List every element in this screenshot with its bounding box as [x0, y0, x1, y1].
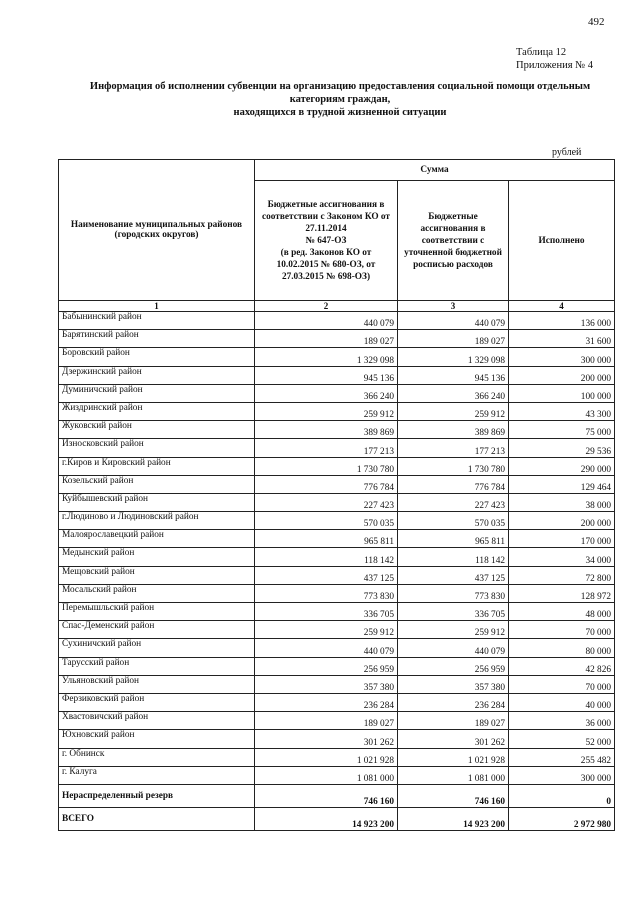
- planned-amount: 773 830: [255, 584, 398, 602]
- planned-amount: 14 923 200: [255, 807, 398, 830]
- executed-amount: 129 464: [509, 475, 615, 493]
- refined-amount: 945 136: [398, 366, 509, 384]
- district-name: г. Обнинск: [59, 748, 255, 766]
- district-name: Дзержинский район: [59, 366, 255, 384]
- executed-amount: 42 826: [509, 657, 615, 675]
- planned-amount: 1 081 000: [255, 766, 398, 784]
- table-row: [59, 475, 615, 493]
- district-name: ВСЕГО: [59, 807, 255, 830]
- table-row: [59, 748, 615, 766]
- executed-amount: 200 000: [509, 366, 615, 384]
- planned-amount: 437 125: [255, 566, 398, 584]
- header-col3-line: ассигнования в: [420, 223, 486, 234]
- refined-amount: 965 811: [398, 530, 509, 548]
- executed-amount: 29 536: [509, 439, 615, 457]
- table-body: [59, 312, 615, 831]
- header-col3-line: Бюджетные: [428, 211, 478, 222]
- district-name: Жиздринский район: [59, 402, 255, 420]
- table-row: [59, 439, 615, 457]
- refined-amount: 14 923 200: [398, 807, 509, 830]
- planned-amount: 336 705: [255, 603, 398, 621]
- planned-amount: 965 811: [255, 530, 398, 548]
- planned-amount: 570 035: [255, 512, 398, 530]
- page-number: 492: [588, 16, 605, 28]
- refined-amount: 259 912: [398, 402, 509, 420]
- header-sum-group: Сумма: [255, 160, 615, 181]
- planned-amount: 189 027: [255, 712, 398, 730]
- district-name: Сухиничский район: [59, 639, 255, 657]
- refined-amount: 177 213: [398, 439, 509, 457]
- subvention-table: [58, 159, 615, 831]
- executed-amount: 43 300: [509, 402, 615, 420]
- district-name: Тарусский район: [59, 657, 255, 675]
- executed-amount: 80 000: [509, 639, 615, 657]
- refined-amount: 259 912: [398, 621, 509, 639]
- planned-amount: 746 160: [255, 784, 398, 807]
- executed-amount: 40 000: [509, 693, 615, 711]
- header-col2-line: 27.11.2014: [305, 223, 347, 234]
- planned-amount: 945 136: [255, 366, 398, 384]
- district-name: Перемышльский район: [59, 603, 255, 621]
- header-col2-line: (в ред. Законов КО от: [280, 247, 372, 258]
- executed-amount: 100 000: [509, 384, 615, 402]
- table-row: [59, 512, 615, 530]
- refined-amount: 776 784: [398, 475, 509, 493]
- planned-amount: 1 329 098: [255, 348, 398, 366]
- district-name: Ульяновский район: [59, 675, 255, 693]
- header-col4: Исполнено: [509, 181, 615, 301]
- district-name: Боровский район: [59, 348, 255, 366]
- district-name: Жуковский район: [59, 421, 255, 439]
- planned-amount: 440 079: [255, 639, 398, 657]
- table-row: [59, 330, 615, 348]
- table-row: [59, 584, 615, 602]
- table-row: [59, 657, 615, 675]
- table-row: [59, 312, 615, 330]
- table-row: [59, 675, 615, 693]
- district-name: г.Киров и Кировский район: [59, 457, 255, 475]
- planned-amount: 776 784: [255, 475, 398, 493]
- table-row: [59, 603, 615, 621]
- header-col2-line: Бюджетные ассигнования в соответствии с Законом КО от: [262, 199, 390, 222]
- planned-amount: 259 912: [255, 402, 398, 420]
- table-ref-line1: Таблица 12: [516, 47, 567, 58]
- executed-amount: 31 600: [509, 330, 615, 348]
- planned-amount: 189 027: [255, 330, 398, 348]
- table-row: [59, 766, 615, 784]
- executed-amount: 200 000: [509, 512, 615, 530]
- executed-amount: 170 000: [509, 530, 615, 548]
- header-index-1: 1: [59, 301, 255, 312]
- refined-amount: 227 423: [398, 493, 509, 511]
- executed-amount: 2 972 980: [509, 807, 615, 830]
- refined-amount: 366 240: [398, 384, 509, 402]
- refined-amount: 440 079: [398, 312, 509, 330]
- table-row: [59, 366, 615, 384]
- planned-amount: 118 142: [255, 548, 398, 566]
- table-row: [59, 402, 615, 420]
- header-col3-line: уточненной бюджетной: [404, 247, 502, 258]
- table-row: [59, 730, 615, 748]
- table-row: [59, 530, 615, 548]
- planned-amount: 389 869: [255, 421, 398, 439]
- executed-amount: 290 000: [509, 457, 615, 475]
- district-name: г. Калуга: [59, 766, 255, 784]
- header-index-2: 2: [255, 301, 398, 312]
- header-col3-line: росписью расходов: [413, 259, 493, 270]
- district-name: Спас-Деменский район: [59, 621, 255, 639]
- table-row: [59, 421, 615, 439]
- district-name: Юхновский район: [59, 730, 255, 748]
- table-row: [59, 493, 615, 511]
- executed-amount: 36 000: [509, 712, 615, 730]
- table-ref-line2: Приложения № 4: [516, 60, 594, 71]
- planned-amount: 301 262: [255, 730, 398, 748]
- refined-amount: 1 730 780: [398, 457, 509, 475]
- district-name: Хвастовичский район: [59, 712, 255, 730]
- planned-amount: 177 213: [255, 439, 398, 457]
- district-name: Козельский район: [59, 475, 255, 493]
- planned-amount: 440 079: [255, 312, 398, 330]
- table-row: [59, 384, 615, 402]
- refined-amount: 256 959: [398, 657, 509, 675]
- refined-amount: 773 830: [398, 584, 509, 602]
- executed-amount: 34 000: [509, 548, 615, 566]
- refined-amount: 1 329 098: [398, 348, 509, 366]
- planned-amount: 256 959: [255, 657, 398, 675]
- planned-amount: 1 730 780: [255, 457, 398, 475]
- executed-amount: 75 000: [509, 421, 615, 439]
- planned-amount: 366 240: [255, 384, 398, 402]
- refined-amount: 118 142: [398, 548, 509, 566]
- document-title: [70, 80, 610, 119]
- executed-amount: 52 000: [509, 730, 615, 748]
- planned-amount: 1 021 928: [255, 748, 398, 766]
- refined-amount: 437 125: [398, 566, 509, 584]
- refined-amount: 1 021 928: [398, 748, 509, 766]
- title-line1: Информация об исполнении субвенции на организацию предоставления социальной помощи отдельным категориям граждан,: [89, 81, 591, 105]
- header-index-3: 3: [398, 301, 509, 312]
- planned-amount: 236 284: [255, 693, 398, 711]
- refined-amount: 189 027: [398, 712, 509, 730]
- executed-amount: 48 000: [509, 603, 615, 621]
- district-name: Барятинский район: [59, 330, 255, 348]
- header-col3: [398, 181, 509, 301]
- table-row: [59, 784, 615, 807]
- executed-amount: 0: [509, 784, 615, 807]
- district-name: Мещовский район: [59, 566, 255, 584]
- refined-amount: 236 284: [398, 693, 509, 711]
- table-row: [59, 807, 615, 830]
- executed-amount: 136 000: [509, 312, 615, 330]
- header-col2-line: 27.03.2015 № 698-ОЗ): [281, 271, 371, 282]
- table-row: [59, 457, 615, 475]
- district-name: г.Людиново и Людиновский район: [59, 512, 255, 530]
- planned-amount: 259 912: [255, 621, 398, 639]
- executed-amount: 255 482: [509, 748, 615, 766]
- planned-amount: 357 380: [255, 675, 398, 693]
- district-name: Медынский район: [59, 548, 255, 566]
- table-row: [59, 639, 615, 657]
- header-col2: [255, 181, 398, 301]
- district-name: Нераспределенный резерв: [59, 784, 255, 807]
- refined-amount: 1 081 000: [398, 766, 509, 784]
- header-col2-line: № 647-ОЗ: [305, 235, 347, 246]
- district-name: Ферзиковский район: [59, 693, 255, 711]
- executed-amount: 70 000: [509, 621, 615, 639]
- table-row: [59, 693, 615, 711]
- table-row: [59, 566, 615, 584]
- table-row: [59, 621, 615, 639]
- refined-amount: 336 705: [398, 603, 509, 621]
- refined-amount: 301 262: [398, 730, 509, 748]
- title-line2: находящихся в трудной жизненной ситуации: [233, 107, 447, 118]
- district-name: Думиничский район: [59, 384, 255, 402]
- refined-amount: 440 079: [398, 639, 509, 657]
- executed-amount: 128 972: [509, 584, 615, 602]
- refined-amount: 357 380: [398, 675, 509, 693]
- planned-amount: 227 423: [255, 493, 398, 511]
- district-name: Мосальский район: [59, 584, 255, 602]
- refined-amount: 189 027: [398, 330, 509, 348]
- executed-amount: 38 000: [509, 493, 615, 511]
- district-name: Бабынинский район: [59, 312, 255, 330]
- header-col2-line: 10.02.2015 № 680-ОЗ, от: [276, 259, 376, 270]
- executed-amount: 300 000: [509, 766, 615, 784]
- table-reference: [516, 46, 593, 72]
- units-label: рублей: [552, 147, 582, 158]
- executed-amount: 72 800: [509, 566, 615, 584]
- table-row: [59, 348, 615, 366]
- table-row: [59, 712, 615, 730]
- table-row: [59, 548, 615, 566]
- executed-amount: 300 000: [509, 348, 615, 366]
- header-index-4: 4: [509, 301, 615, 312]
- refined-amount: 389 869: [398, 421, 509, 439]
- refined-amount: 570 035: [398, 512, 509, 530]
- refined-amount: 746 160: [398, 784, 509, 807]
- header-col3-line: соответствии с: [421, 235, 485, 246]
- header-name-column: Наименование муниципальных районов (городских округов): [59, 160, 255, 301]
- district-name: Малоярославецкий район: [59, 530, 255, 548]
- district-name: Износковский район: [59, 439, 255, 457]
- executed-amount: 70 000: [509, 675, 615, 693]
- district-name: Куйбышевский район: [59, 493, 255, 511]
